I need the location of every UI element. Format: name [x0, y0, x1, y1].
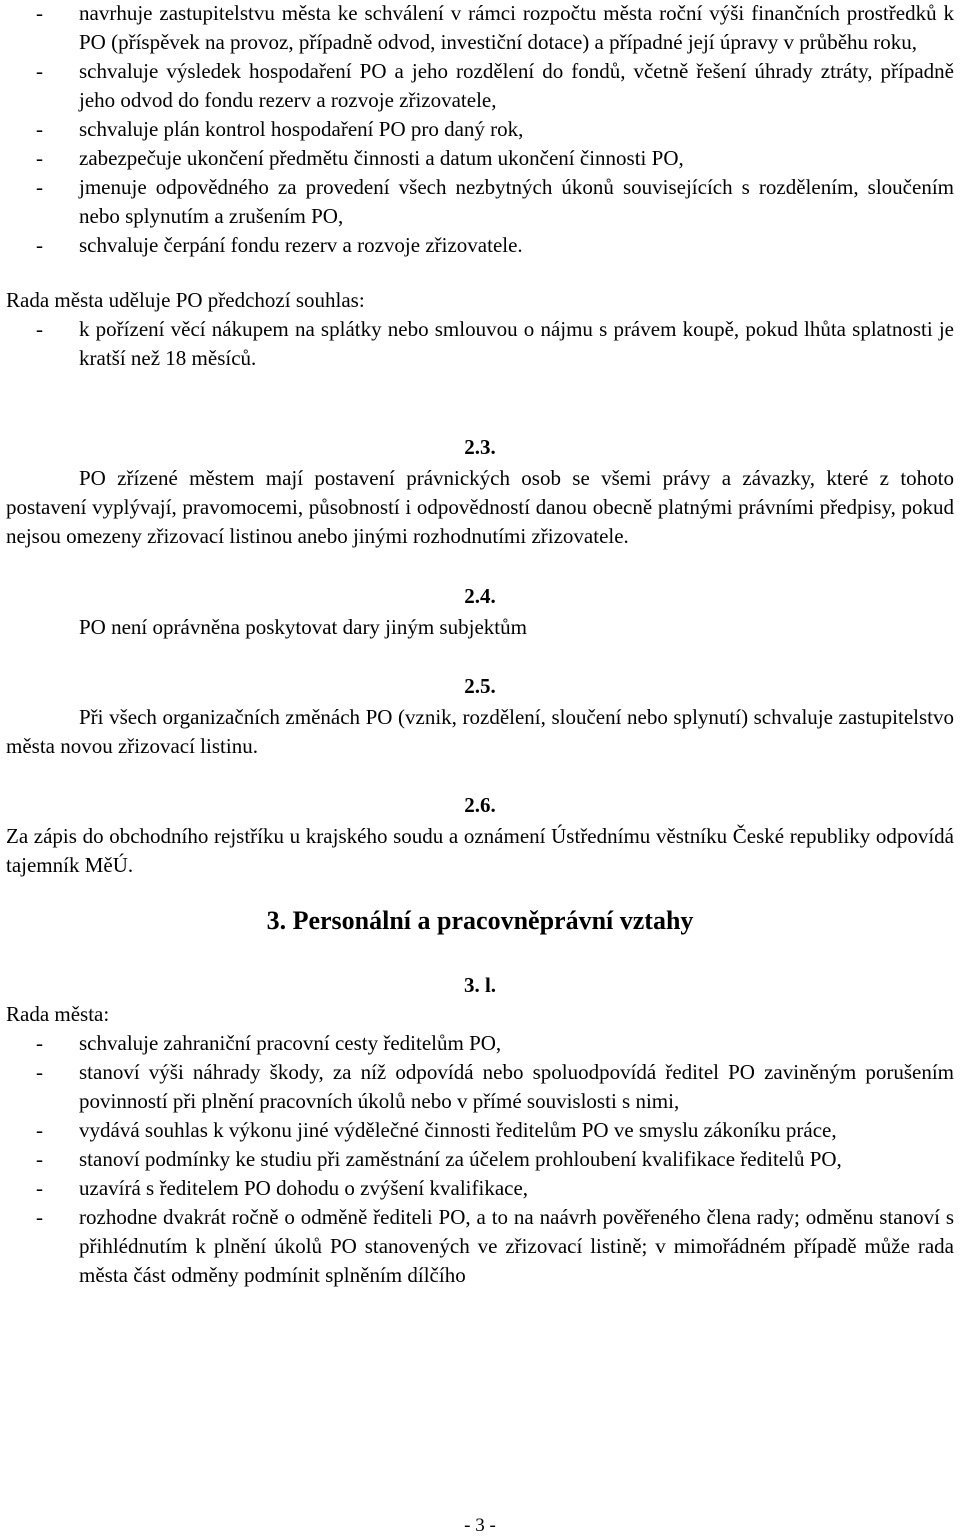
section-2-6-text: Za zápis do obchodního rejstříku u krajského soudu a oznámení Ústřednímu věstníku České republiky odpovídá tajemník MěÚ.	[6, 824, 954, 877]
list-item: - k pořízení věcí nákupem na splátky nebo smlouvou o nájmu s právem koupě, pokud lhůta splatnosti je kratší než 18 měsíců.	[36, 317, 954, 370]
list-item: - stanoví výši náhrady škody, za níž odpovídá nebo spoluodpovídá ředitel PO zaviněným porušením povinností při plnění pracovních úkolů nebo v přímé souvislosti s nimi,	[36, 1060, 954, 1113]
section-number-2-6: 2.6.	[464, 793, 496, 817]
chapter3-list	[6, 1029, 954, 1290]
chapter-heading: 3. Personální a pracovněprávní vztahy	[266, 906, 694, 935]
section-number-2-3: 2.3.	[464, 435, 496, 459]
section-2-5-text: Při všech organizačních změnách PO (vznik, rozdělení, sloučení nebo splynutí) schvaluje zastupitelstvo města novou zřizovací listinu.	[6, 705, 954, 758]
list-item: - jmenuje odpovědného za provedení všech nezbytných úkonů souvisejících s rozdělením, sloučením nebo splynutím a zrušením PO,	[36, 175, 954, 228]
section-number-2-4: 2.4.	[464, 584, 496, 608]
list-item: - schvaluje zahraniční pracovní cesty ředitelům PO,	[36, 1031, 502, 1055]
document-page	[6, 0, 954, 1290]
intro-list	[6, 0, 954, 260]
page-number: - 3 -	[464, 1515, 496, 1536]
list-item: - rozhodne dvakrát ročně o odměně řediteli PO, a to na naávrh pověřeného člena rady; odměnu stanoví s přihlédnutím k plnění úkolů PO stanovených ve zřizovací listině; v mimořádném případě může rada města část odměny podmínit splněním dílčího	[36, 1205, 954, 1287]
list-item: - schvaluje výsledek hospodaření PO a jeho rozdělení do fondů, včetně řešení úhrady ztráty, případně jeho odvod do fondu rezerv a rozvoje zřizovatele,	[36, 59, 954, 112]
section-number-3-1: 3. l.	[463, 973, 497, 997]
consent-intro: Rada města uděluje PO předchozí souhlas:	[6, 288, 365, 312]
consent-block	[6, 286, 954, 373]
list-item: - zabezpečuje ukončení předmětu činnosti a datum ukončení činnosti PO,	[36, 146, 684, 170]
list-item: - uzavírá s ředitelem PO dohodu o zvýšení kvalifikace,	[36, 1176, 529, 1200]
section-number-2-5: 2.5.	[464, 674, 496, 698]
list-item: - schvaluje čerpání fondu rezerv a rozvoje zřizovatele.	[36, 233, 523, 257]
section-2-4-text: PO není oprávněna poskytovat dary jiným subjektům	[79, 615, 527, 639]
chapter3-intro: Rada města:	[6, 1002, 110, 1026]
list-item: - navrhuje zastupitelstvu města ke schválení v rámci rozpočtu města roční výši finančních prostředků k PO (příspěvek na provoz, případně odvod, investiční dotace) a případné její úpravy v průběhu roku,	[36, 1, 954, 54]
list-item: - schvaluje plán kontrol hospodaření PO pro daný rok,	[36, 117, 524, 141]
section-2-3-text: PO zřízené městem mají postavení právnických osob se všemi právy a závazky, které z tohoto postavení vyplývají, pravomocemi, působností i odpovědností danou obecně platnými právními předpisy, pokud nejsou omezeny zřizovací listinou anebo jinými rozhodnutími zřizovatele.	[6, 466, 954, 548]
list-item: - vydává souhlas k výkonu jiné výdělečné činnosti ředitelům PO ve smyslu zákoníku práce,	[36, 1118, 837, 1142]
list-item: - stanoví podmínky ke studiu při zaměstnání za účelem prohloubení kvalifikace ředitelů PO,	[36, 1147, 842, 1171]
